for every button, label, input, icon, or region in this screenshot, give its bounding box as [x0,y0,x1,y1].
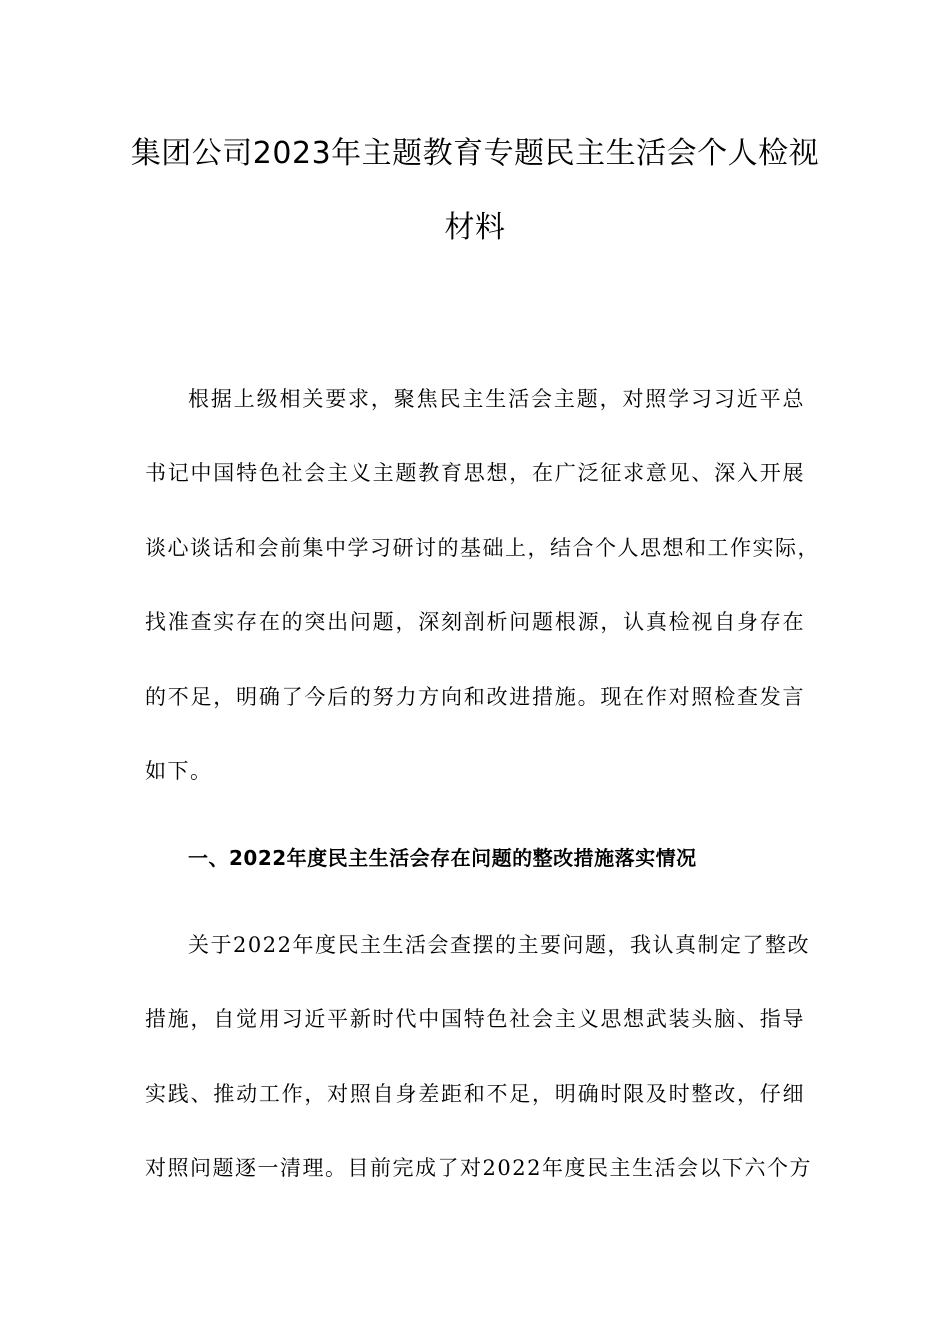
section-paragraph-line: 措施，自觉用习近平新时代中国特色社会主义思想武装头脑、指导 [145,1007,805,1031]
intro-paragraph-line: 找准查实存在的突出问题，深刻剖析问题根源，认真检视自身存在 [145,610,805,634]
intro-paragraph-line: 谈心谈话和会前集中学习研讨的基础上，结合个人思想和工作实际， [145,536,820,560]
document-title-line-1: 集团公司2023年主题教育专题民主生活会个人检视 [130,136,820,171]
section-paragraph-line: 对照问题逐一清理。目前完成了对2022年度民主生活会以下六个方 [145,1156,812,1180]
section-paragraph-line: 关于2022年度民主生活会查摆的主要问题，我认真制定了整改 [188,933,810,957]
section-heading: 一、2022年度民主生活会存在问题的整改措施落实情况 [188,846,697,870]
intro-paragraph-line: 的不足，明确了今后的努力方向和改进措施。现在作对照检查发言 [145,685,805,709]
intro-paragraph-line: 书记中国特色社会主义主题教育思想，在广泛征求意见、深入开展 [145,461,805,485]
intro-paragraph-line: 根据上级相关要求，聚焦民主生活会主题，对照学习习近平总 [188,387,805,411]
section-paragraph-line: 实践、推动工作，对照自身差距和不足，明确时限及时整改，仔细 [145,1082,805,1106]
intro-paragraph-line: 如下。 [145,759,213,783]
document-title-line-2: 材料 [444,210,506,245]
